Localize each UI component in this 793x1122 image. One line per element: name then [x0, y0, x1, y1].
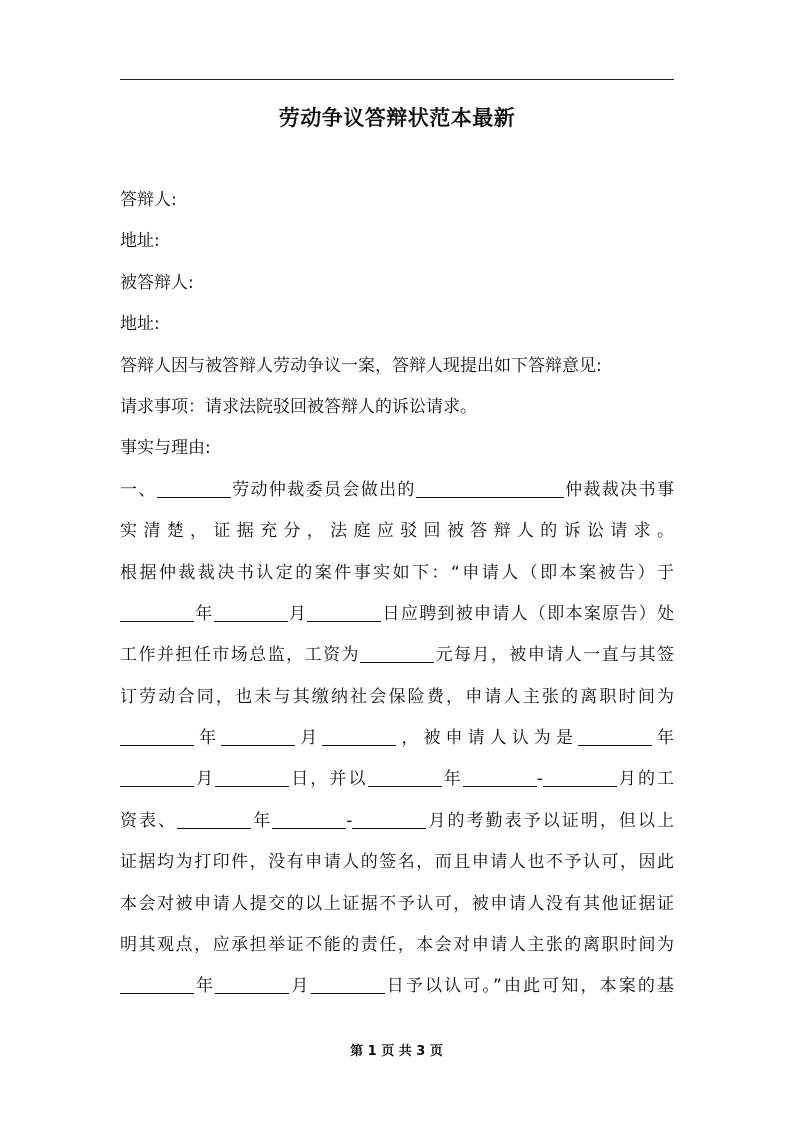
facts-heading: 事实与理由: — [120, 438, 211, 459]
header-rule — [120, 79, 674, 80]
text-fragment: 月 — [194, 769, 216, 790]
text-line — [120, 801, 674, 842]
fill-blank — [416, 480, 564, 498]
fill-blank — [368, 769, 442, 787]
text-fragment: 月的考勤表予以证明，但以上 — [426, 810, 675, 831]
fill-blank — [120, 728, 194, 746]
text-fragment: 一、 — [120, 479, 157, 500]
fill-blank — [157, 480, 231, 498]
fill-blank — [120, 769, 194, 787]
fill-blank — [578, 728, 652, 746]
text-fragment: 元每月，被申请人一直与其签 — [434, 645, 674, 666]
page-footer: 第 1 页 共 3 页 — [350, 1044, 443, 1059]
fill-blank — [272, 811, 346, 829]
respondent-field: 答辩人: — [120, 190, 177, 210]
text-line: 实清楚，证据充分，法庭应驳回被答辩人的诉讼请求。 — [120, 521, 674, 542]
text-line — [120, 594, 674, 635]
text-fragment: - — [346, 810, 353, 831]
fill-blank — [214, 604, 288, 622]
text-line — [120, 718, 674, 759]
fill-blank — [311, 976, 385, 994]
document-body — [120, 180, 674, 1008]
text-fragment: 月的工 — [616, 769, 675, 790]
text-fragment: 月 — [287, 603, 308, 624]
fill-blank — [543, 769, 617, 787]
document-title: 劳动争议答辩状范本最新 — [278, 106, 516, 130]
claimant-field: 被答辩人: — [120, 272, 194, 293]
text-fragment: 仲裁裁决书事 — [563, 479, 675, 500]
fill-blank — [307, 604, 381, 622]
text-fragment: 月 — [295, 728, 323, 749]
text-fragment: 工作并担任市场总监，工资为 — [120, 645, 360, 666]
text-line: 根据仲裁裁决书认定的案件事实如下：“申请人（即本案被告）于 — [120, 562, 674, 583]
text-line: 明其观点，应承担举证不能的责任，本会对申请人主张的离职时间为 — [120, 935, 674, 956]
fill-blank — [120, 976, 194, 994]
fill-blank — [221, 728, 295, 746]
text-line: 证据均为打印件，没有申请人的签名，而且申请人也不予认可，因此 — [120, 852, 674, 873]
text-fragment: 日应聘到被申请人（即本案原告）处 — [381, 603, 675, 624]
text-fragment: 日，并以 — [289, 769, 368, 790]
fill-blank — [177, 811, 251, 829]
fill-blank — [215, 976, 289, 994]
text-fragment: - — [536, 769, 543, 790]
text-line: 本会对被申请人提交的以上证据不予认可，被申请人没有其他证据证 — [120, 893, 674, 914]
text-fragment: 年 — [251, 810, 273, 831]
fill-blank — [352, 811, 426, 829]
claimant-address-field: 地址: — [120, 314, 160, 335]
fill-blank — [360, 645, 434, 663]
text-fragment: 日予以认可。”由此可知，本案的基 — [384, 976, 675, 997]
text-fragment: 月 — [289, 976, 311, 997]
text-fragment: 年 — [194, 603, 214, 624]
text-line — [120, 470, 674, 511]
request-paragraph: 请求事项：请求法院驳回被答辩人的诉讼请求。 — [120, 396, 477, 417]
text-line — [120, 966, 674, 1007]
fill-blank — [215, 769, 289, 787]
text-line: 订劳动合同，也未与其缴纳社会保险费，申请人主张的离职时间为 — [120, 686, 674, 707]
text-fragment: 年 — [194, 976, 216, 997]
fill-blank — [463, 769, 537, 787]
text-line — [120, 635, 674, 676]
fill-blank — [120, 604, 194, 622]
text-fragment: 年 — [194, 728, 222, 749]
text-line — [120, 759, 674, 800]
text-fragment: 劳动仲裁委员会做出的 — [230, 479, 416, 500]
text-fragment: 年 — [651, 728, 675, 749]
text-fragment: 年 — [441, 769, 463, 790]
text-fragment: 资表、 — [120, 810, 178, 831]
statement-paragraph: 答辩人因与被答辩人劳动争议一案，答辩人现提出如下答辩意见: — [120, 355, 602, 376]
fill-blank — [322, 728, 396, 746]
text-fragment: ，被申请人认为是 — [396, 728, 578, 749]
respondent-address-field: 地址: — [120, 231, 160, 252]
